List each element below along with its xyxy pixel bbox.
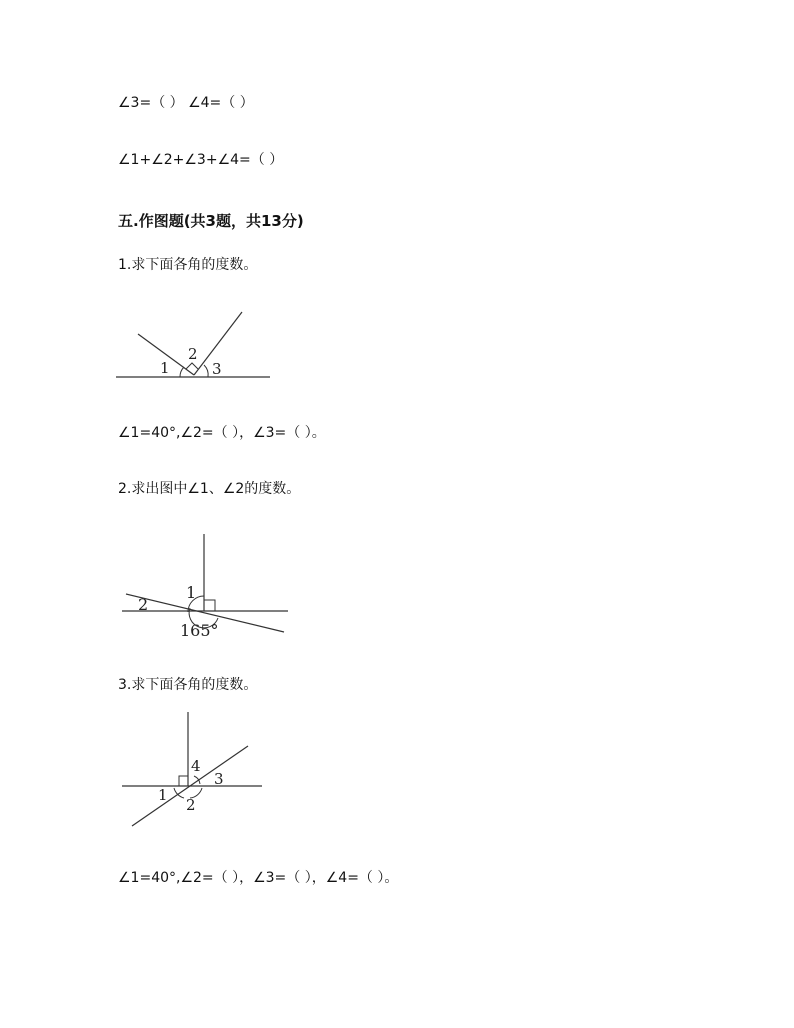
figure3-label-2: 2 [186, 796, 196, 814]
figure3-label-3: 3 [214, 770, 224, 788]
question-3-prompt: 3.求下面各角的度数。 [118, 677, 258, 693]
figure3-label-4: 4 [191, 757, 201, 775]
figure1-label-1: 1 [160, 359, 170, 377]
question-1-figure [112, 305, 277, 385]
question-3-figure [120, 710, 268, 830]
section-heading: 五.作图题(共3题，共13分) [118, 212, 304, 230]
question-2-prompt: 2.求出图中∠1、∠2的度数。 [118, 481, 301, 497]
question-1-prompt: 1.求下面各角的度数。 [118, 257, 258, 273]
figure2-label-165: 165° [180, 621, 219, 640]
figure1-label-3: 3 [212, 360, 222, 378]
angle-3-4-answer-line: ∠3=（ ） ∠4=（ ） [118, 95, 254, 111]
figure3-label-1: 1 [158, 786, 168, 804]
figure2-label-1: 1 [186, 583, 197, 602]
question-2-figure [120, 532, 292, 642]
figure1-label-2: 2 [188, 345, 198, 363]
question-3-answer-line: ∠1=40°,∠2=（ ），∠3=（ ），∠4=（ ）。 [118, 870, 399, 886]
figure2-label-2: 2 [138, 595, 149, 614]
question-1-answer-line: ∠1=40°,∠2=（ ），∠3=（ ）。 [118, 425, 326, 441]
angle-sum-answer-line: ∠1+∠2+∠3+∠4=（ ） [118, 152, 284, 168]
